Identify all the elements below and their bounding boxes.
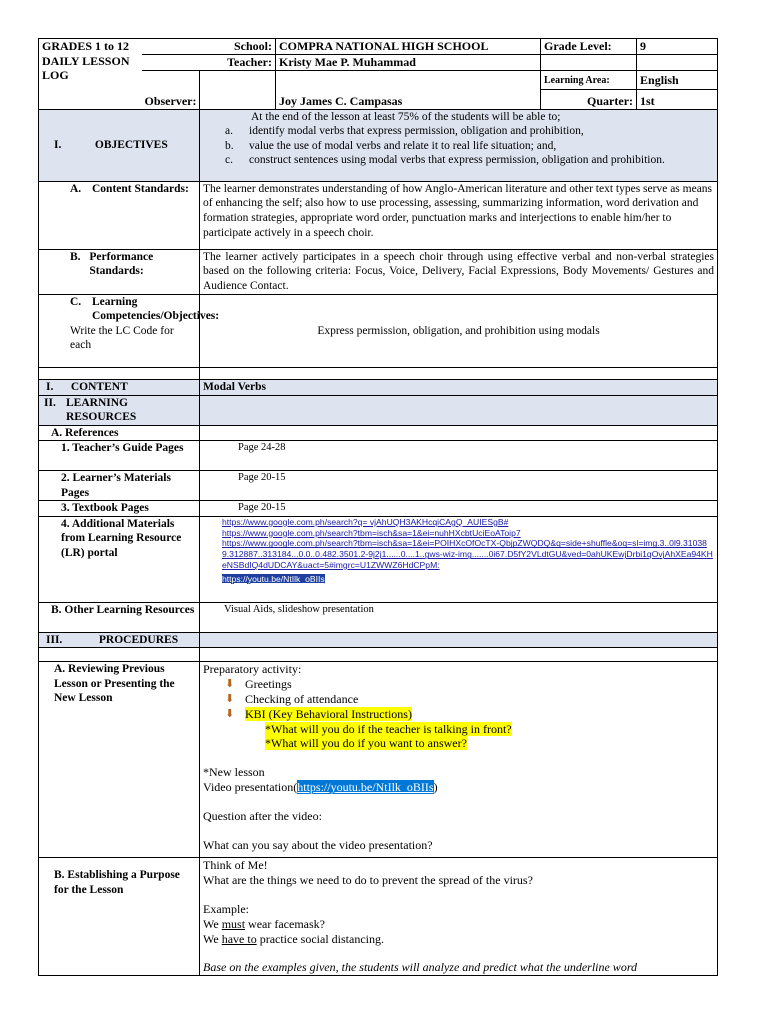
resource-link[interactable]: https://www.google.com.ph/search?tbm=isch&sa=1&ei=POIHXcOfOcTX-QbjpZWQDQ&q=side+shuffle&oq=sl=img.3..0l9.310389.312887..313184...0.0..0.482.3501.2-9j2j1......0....1..gws-wiz-img.......0i67.D5fY2VLdtGU&ved=0ahUKEwjDrbi1qOvjAhXEa94KHeNSBdIQ4dUDCAY&uact=5#imgrc=U1ZWWZ6HdCPpM: — [222, 538, 713, 571]
content-standards-letter: A. — [70, 182, 82, 195]
learners-materials-label: 2. Learner’s Materials Pages — [39, 471, 200, 501]
competencies-sub: Write the LC Code for each — [70, 324, 174, 352]
establishing-label: B. Establishing a Purpose for the Lesson — [54, 869, 180, 896]
learners-materials-value: Page 20-15 — [200, 471, 718, 501]
procedures-label-cell — [39, 632, 200, 648]
resource-link[interactable]: https://www.google.com.ph/search?q= vjAhUQH3AKHcqiCAgQ_AUIESgB# — [222, 516, 509, 527]
content-label-cell — [39, 379, 200, 395]
objectives-list — [203, 124, 714, 168]
objectives-label-cell — [39, 109, 200, 181]
prep-activity: Preparatory activity: — [203, 662, 302, 677]
example-text: We — [203, 916, 222, 931]
reviewing-label-cell — [39, 662, 200, 858]
bullet-greetings: Greetings — [245, 677, 292, 692]
question-video: What can you say about the video presentation? — [203, 837, 433, 852]
procedures-blank — [200, 632, 718, 648]
school-label: School: — [142, 39, 276, 55]
dll-label: DAILY LESSON LOG — [42, 53, 130, 82]
references-blank — [200, 425, 718, 441]
objectives-label: OBJECTIVES — [94, 138, 168, 151]
observer-label-cell — [142, 71, 200, 110]
competencies-label-cell — [39, 294, 220, 367]
arrow-bullet-icon: ⬇ — [225, 678, 235, 691]
think-of-me: Think of Me! — [203, 858, 268, 873]
references-label: A. References — [39, 425, 200, 441]
objective-letter: b. — [225, 139, 234, 152]
observer-value: Joy James C. Campasas — [276, 71, 541, 110]
think-question: What are the things we need to do to prevent the spread of the virus? — [203, 873, 533, 888]
example-2 — [203, 932, 714, 947]
grades-header-cell — [39, 39, 142, 110]
example-1 — [203, 917, 714, 932]
reviewing-label: A. Reviewing Previous Lesson or Presenting the New Lesson — [54, 663, 175, 705]
example-text: wear facemask? — [245, 916, 325, 931]
competencies-label: Learning Competencies/Objectives: — [92, 295, 220, 323]
performance-standards-letter: B. — [70, 250, 81, 263]
list-item — [225, 677, 714, 692]
example-label: Example: — [203, 901, 249, 916]
reviewing-content — [200, 662, 718, 858]
daily-lesson-log — [38, 38, 717, 976]
spacer-cell — [200, 367, 718, 379]
links-cell — [200, 516, 718, 602]
content-numeral: I. — [46, 380, 54, 393]
learning-resources-numeral: II. — [44, 396, 56, 409]
video-link[interactable]: https://youtu.be/NtIlk_oBIIs — [297, 779, 434, 794]
links-list — [222, 517, 714, 571]
objectives-intro: At the end of the lesson at least 75% of the students will be able to; — [251, 110, 561, 123]
objective-letter: c. — [225, 154, 233, 166]
learning-resources-label: LEARNING RESOURCES — [66, 396, 137, 424]
blank-grade-cell — [541, 55, 637, 71]
grades-label: GRADES 1 to 12 — [42, 39, 130, 53]
example-text: We — [203, 931, 222, 946]
objective-letter: a. — [225, 125, 233, 137]
observer-blank-cell — [200, 71, 276, 110]
teacher-value: Kristy Mae P. Muhammad — [276, 55, 541, 71]
modal-word: have to — [221, 931, 257, 946]
blank-grade-value-cell — [637, 55, 718, 71]
spacer-cell — [200, 648, 718, 662]
spacer-cell — [39, 367, 200, 379]
procedures-numeral: III. — [46, 633, 63, 646]
content-label: CONTENT — [70, 380, 128, 393]
quarter-value: 1st — [637, 89, 718, 109]
objective-text: construct sentences using modal verbs that express permission, obligation and prohibition. — [249, 154, 665, 166]
objective-text: identify modal verbs that express permission, obligation and prohibition, — [249, 125, 584, 137]
question-after: Question after the video: — [203, 808, 322, 823]
objectives-numeral: I. — [54, 138, 62, 151]
objective-text: value the use of modal verbs and relate it to real life situation; and, — [249, 139, 557, 152]
teacher-label: Teacher: — [142, 55, 276, 71]
additional-materials-label: 4. Additional Materials from Learning Resource (LR) portal — [39, 516, 200, 602]
kbi-question-1: *What will you do if the teacher is talking in front? — [265, 721, 512, 736]
competencies-letter: C. — [70, 295, 82, 308]
grade-level-value: 9 — [637, 39, 718, 55]
learning-area-value: English — [637, 71, 718, 90]
resource-link[interactable]: https://www.google.com.ph/search?tbm=isch&sa=1&ei=nuhHXcbtUciEoAToip7 — [222, 527, 521, 538]
youtube-link[interactable]: https://youtu.be/NtIlk_oBIIs — [222, 573, 325, 584]
bullet-kbi: KBI (Key Behavioral Instructions) — [245, 706, 412, 721]
teachers-guide-label: 1. Teacher’s Guide Pages — [39, 441, 200, 471]
prep-list — [203, 677, 714, 721]
learning-area-label: Learning Area: — [541, 71, 637, 90]
other-resources-value: Visual Aids, slideshow presentation — [200, 602, 718, 632]
quarter-label: Quarter: — [541, 89, 637, 109]
establishing-content — [200, 858, 718, 976]
establishing-label-cell — [39, 858, 200, 976]
objective-item — [203, 139, 714, 154]
grade-level-label: Grade Level: — [541, 39, 637, 55]
observer-label: Observer: — [144, 94, 197, 108]
school-value: COMPRA NATIONAL HIGH SCHOOL — [276, 39, 541, 55]
learning-resources-label-cell — [39, 395, 200, 425]
modal-word: must — [221, 916, 246, 931]
spacer-cell — [39, 648, 200, 662]
list-item — [225, 691, 714, 707]
content-standards-text: The learner demonstrates understanding of how Anglo-American literature and other text types serve as means of enhancing the self; also how to use processing, assessing, summarizing information, word derivation and formation strategies, appropriate word order, punctuation marks and interjections to enable him/her to participate actively in a speech choir. — [200, 181, 718, 249]
content-value: Modal Verbs — [200, 379, 718, 395]
example-text: practice social distancing. — [256, 931, 384, 946]
analysis-text: Base on the examples given, the students will analyze and predict what the underline word — [203, 960, 638, 975]
learning-resources-blank — [200, 395, 718, 425]
performance-standards-label: Performance Standards: — [89, 250, 154, 277]
performance-standards-label-cell — [39, 249, 200, 294]
new-lesson: *New lesson — [203, 765, 265, 780]
textbook-value: Page 20-15 — [200, 501, 718, 517]
procedures-label: PROCEDURES — [98, 633, 179, 646]
teachers-guide-value: Page 24-28 — [200, 441, 718, 471]
content-standards-label: Content Standards: — [92, 182, 189, 195]
objectives-content — [200, 109, 718, 181]
arrow-bullet-icon: ⬇ — [225, 692, 235, 705]
video-suffix: ) — [433, 779, 438, 794]
list-item — [225, 706, 714, 722]
kbi-question-2: *What will you do if you want to answer? — [265, 736, 467, 751]
dll-table — [38, 38, 718, 976]
objective-item — [203, 124, 714, 139]
content-standards-label-cell — [39, 181, 200, 249]
bullet-attendance: Checking of attendance — [245, 691, 359, 706]
performance-standards-text: The learner actively participates in a speech choir through using effective verbal and non-verbal strategies based on the following criteria: Focus, Voice, Delivery, Facial Expressions, Body Movements/ Gestures and Audience Contact. — [200, 249, 718, 294]
competencies-text: Express permission, obligation, and prohibition using modals — [200, 294, 718, 367]
video-prefix: Video presentation( — [203, 779, 298, 794]
textbook-label: 3. Textbook Pages — [39, 501, 200, 517]
arrow-bullet-icon: ⬇ — [225, 707, 235, 720]
video-line — [203, 780, 714, 795]
other-resources-label: B. Other Learning Resources — [39, 602, 200, 632]
objective-item — [203, 153, 714, 168]
